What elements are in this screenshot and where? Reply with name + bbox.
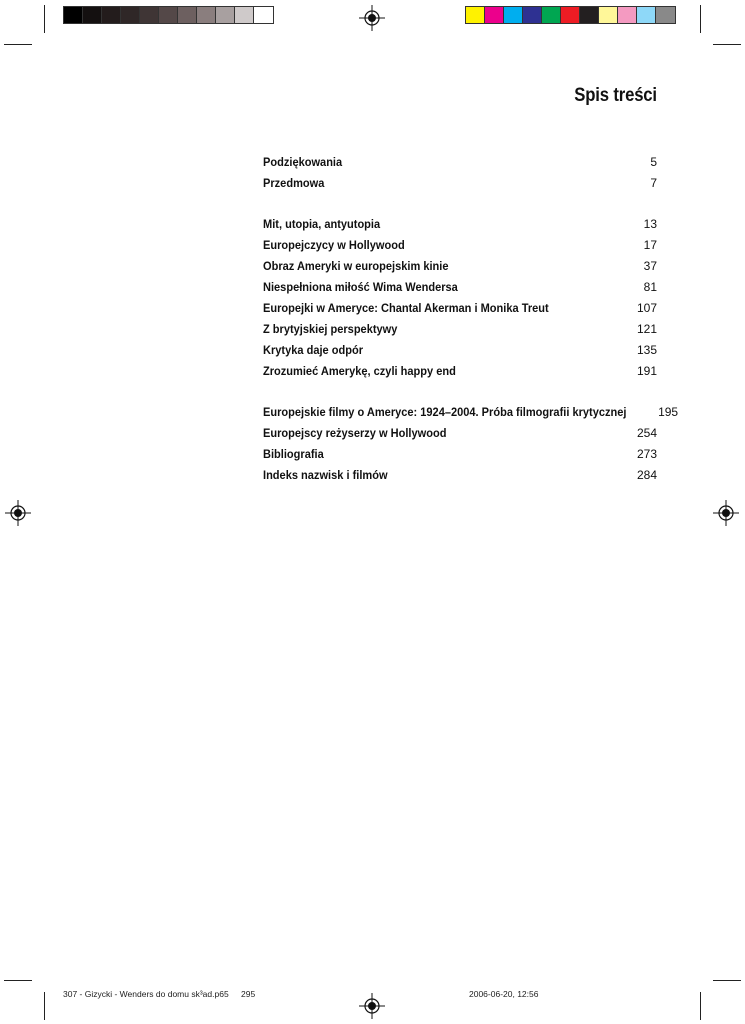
toc-entry-page: 284 xyxy=(636,468,657,482)
footer-sheet-number: 295 xyxy=(241,989,256,999)
toc-group xyxy=(263,155,657,197)
toc-entry xyxy=(263,176,657,197)
toc-entry-title: Europejscy reżyserzy w Hollywood xyxy=(263,426,447,440)
toc-entry xyxy=(263,280,657,301)
toc-entry-title: Przedmowa xyxy=(263,176,325,190)
toc-entry-page: 254 xyxy=(636,426,657,440)
color-swatch xyxy=(637,7,656,23)
toc-entry-page: 191 xyxy=(636,364,657,378)
color-swatch xyxy=(656,7,675,23)
crop-mark xyxy=(700,5,701,33)
toc-entry-title: Europejczycy w Hollywood xyxy=(263,238,405,252)
toc-group xyxy=(263,217,657,385)
toc-entry-page: 17 xyxy=(643,238,657,252)
color-swatch xyxy=(599,7,618,23)
color-swatch xyxy=(466,7,485,23)
toc-entry xyxy=(263,468,657,489)
toc-entry-page: 195 xyxy=(658,405,679,419)
color-swatch xyxy=(140,7,159,23)
toc-entry xyxy=(263,259,657,280)
toc-entry-page: 273 xyxy=(636,447,657,461)
toc-entry xyxy=(263,238,657,259)
color-swatch xyxy=(121,7,140,23)
color-swatch xyxy=(197,7,216,23)
registration-mark-icon xyxy=(5,500,31,526)
toc-entry-title: Europejskie filmy o Ameryce: 1924–2004. Próba filmografii krytycznej xyxy=(263,405,627,419)
toc-entry-page: 81 xyxy=(643,280,657,294)
crop-mark xyxy=(700,992,701,1020)
toc-entry-title: Krytyka daje odpór xyxy=(263,343,364,357)
toc-entry-page: 7 xyxy=(650,176,657,190)
color-swatch xyxy=(561,7,580,23)
toc-entry-page: 107 xyxy=(636,301,657,315)
color-swatch xyxy=(102,7,121,23)
crop-mark xyxy=(4,980,32,981)
color-swatch xyxy=(235,7,254,23)
registration-mark-icon xyxy=(359,993,385,1019)
color-swatch xyxy=(542,7,561,23)
toc-entry-title: Obraz Ameryki w europejskim kinie xyxy=(263,259,449,273)
toc-entry-page: 13 xyxy=(643,217,657,231)
registration-mark-icon xyxy=(713,500,739,526)
color-swatch xyxy=(504,7,523,23)
toc-entry xyxy=(263,322,657,343)
toc-entry-title: Bibliografia xyxy=(263,447,324,461)
toc-entry xyxy=(263,155,657,176)
toc-entry xyxy=(263,217,657,238)
toc-group xyxy=(263,405,679,489)
color-swatch xyxy=(159,7,178,23)
toc-entry-title: Mit, utopia, antyutopia xyxy=(263,217,381,231)
toc-entry xyxy=(263,364,657,385)
toc-entry xyxy=(263,343,657,364)
color-swatch xyxy=(83,7,102,23)
crop-mark xyxy=(4,44,32,45)
registration-mark-icon xyxy=(359,5,385,31)
footer-datetime: 2006-06-20, 12:56 xyxy=(469,989,539,999)
toc-entry xyxy=(263,301,657,322)
color-swatch xyxy=(618,7,637,23)
toc-entry-page: 37 xyxy=(643,259,657,273)
page-title: Spis treści xyxy=(574,85,657,106)
color-swatch xyxy=(216,7,235,23)
grayscale-color-bar xyxy=(63,6,274,24)
toc-entry-page: 121 xyxy=(636,322,657,336)
toc-entry-title: Z brytyjskiej perspektywy xyxy=(263,322,398,336)
toc-entry-title: Podziękowania xyxy=(263,155,343,169)
color-swatch xyxy=(64,7,83,23)
toc-entry-page: 5 xyxy=(650,155,657,169)
toc-entry-page: 135 xyxy=(636,343,657,357)
crop-mark xyxy=(44,5,45,33)
color-swatch xyxy=(178,7,197,23)
footer-filename: 307 - Gizycki - Wenders do domu sk³ad.p65 xyxy=(63,989,229,999)
toc-entry-title: Niespełniona miłość Wima Wendersa xyxy=(263,280,458,294)
toc-entry-title: Europejki w Ameryce: Chantal Akerman i Monika Treut xyxy=(263,301,549,315)
toc-entry xyxy=(263,426,657,447)
toc-entry xyxy=(263,405,679,426)
color-swatch xyxy=(254,7,273,23)
color-swatch xyxy=(580,7,599,23)
color-swatch xyxy=(523,7,542,23)
crop-mark xyxy=(713,44,741,45)
toc-entry-title: Zrozumieć Amerykę, czyli happy end xyxy=(263,364,456,378)
crop-mark xyxy=(713,980,741,981)
crop-mark xyxy=(44,992,45,1020)
cmyk-color-bar xyxy=(465,6,676,24)
toc-entry-title: Indeks nazwisk i filmów xyxy=(263,468,388,482)
color-swatch xyxy=(485,7,504,23)
table-of-contents xyxy=(263,155,679,509)
toc-entry xyxy=(263,447,657,468)
